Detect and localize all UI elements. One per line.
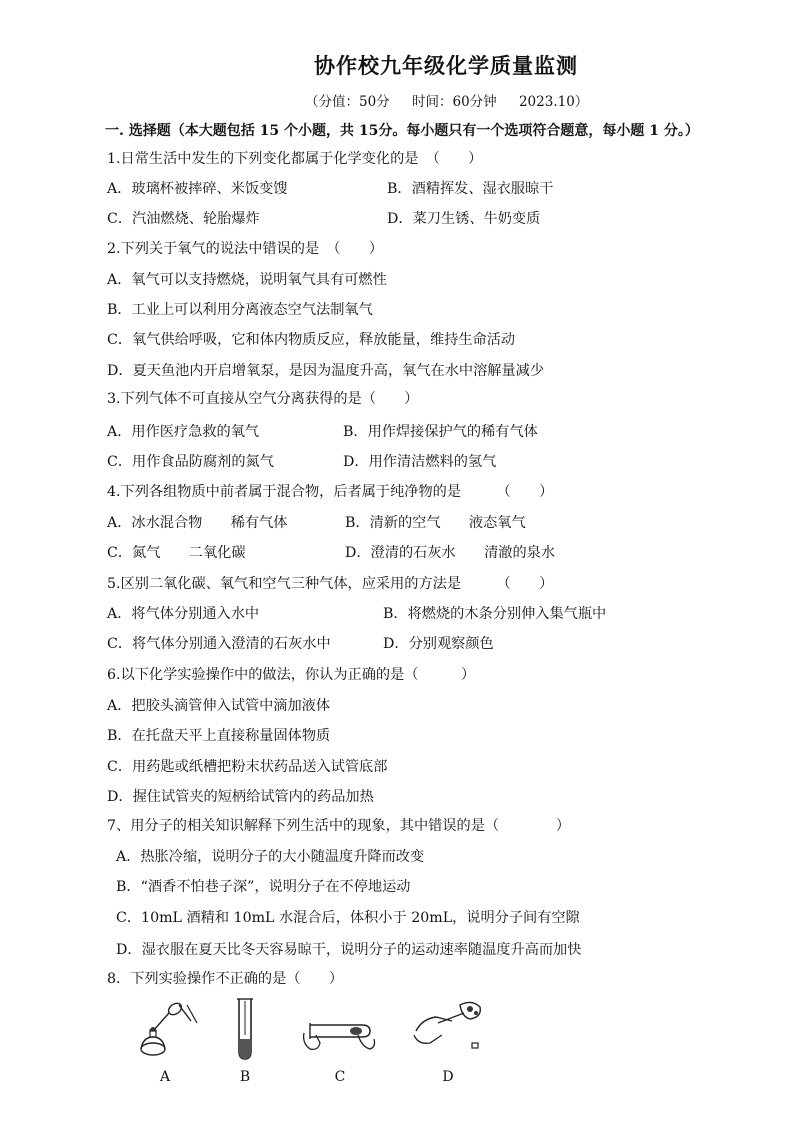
horizontal-tube-figure bbox=[300, 995, 380, 1065]
question-1-stem: 1.日常生活中发生的下列变化都属于化学变化的是 （ ） bbox=[107, 151, 483, 167]
figure-c bbox=[300, 995, 380, 1085]
question-5-option-b: B．将燃烧的木条分别伸入集气瓶中 bbox=[383, 606, 607, 622]
question-4-option-b: B．清新的空气 液态氧气 bbox=[345, 515, 526, 531]
alcohol-lamp-figure bbox=[125, 995, 205, 1065]
question-7-option-c: C．10mL 酒精和 10mL 水混合后，体积小于 20mL，说明分子间有空隙 bbox=[116, 910, 580, 926]
question-6-option-d: D．握住试管夹的短柄给试管内的药品加热 bbox=[107, 789, 374, 805]
question-5-option-d: D．分别观察颜色 bbox=[383, 636, 494, 652]
figure-b bbox=[205, 995, 285, 1085]
exam-score: （分值：50分 bbox=[305, 94, 390, 110]
question-1-option-c: C．汽油燃烧、轮胎爆炸 bbox=[107, 211, 260, 227]
question-1-option-a: A．玻璃杯被摔碎、米饭变馊 bbox=[107, 181, 288, 197]
question-7-option-d: D．湿衣服在夏天比冬天容易晾干，说明分子的运动速率随温度升高而加快 bbox=[116, 942, 582, 958]
question-7-option-a: A．热胀冷缩，说明分子的大小随温度升降而改变 bbox=[116, 849, 425, 865]
question-6-stem: 6.以下化学实验操作中的做法，你认为正确的是（ ） bbox=[107, 667, 476, 683]
test-tube-figure bbox=[205, 995, 285, 1065]
exam-date: 2023.10） bbox=[518, 94, 589, 110]
question-5-option-a: A．将气体分别通入水中 bbox=[107, 606, 260, 622]
question-2-option-a: A．氧气可以支持燃烧，说明氧气具有可燃性 bbox=[107, 272, 387, 288]
question-7-option-b: B．“酒香不怕巷子深”，说明分子在不停地运动 bbox=[116, 879, 411, 895]
question-4-option-c: C．氮气 二氧化碳 bbox=[107, 545, 246, 561]
question-6-option-c: C．用药匙或纸槽把粉末状药品送入试管底部 bbox=[107, 759, 388, 775]
exam-info bbox=[305, 90, 606, 110]
figure-b-label: B bbox=[239, 1069, 251, 1085]
exam-time: 时间：60分钟 bbox=[411, 94, 497, 110]
question-3-option-d: D．用作清洁燃料的氢气 bbox=[343, 454, 497, 470]
question-3-option-b: B．用作焊接保护气的稀有气体 bbox=[343, 424, 538, 440]
question-4-option-a: A．冰水混合物 稀有气体 bbox=[107, 515, 288, 531]
tweezers-figure bbox=[408, 995, 498, 1065]
question-6-option-a: A．把胶头滴管伸入试管中滴加液体 bbox=[107, 698, 331, 714]
question-1-option-b: B．酒精挥发、湿衣服晾干 bbox=[387, 181, 554, 197]
question-2-option-d: D．夏天鱼池内开启增氧泵，是因为温度升高，氧气在水中溶解量减少 bbox=[107, 363, 545, 379]
question-6-option-b: B．在托盘天平上直接称量固体物质 bbox=[107, 728, 331, 744]
figure-d bbox=[408, 995, 488, 1085]
question-8-stem: 8．下列实验操作不正确的是（ ） bbox=[107, 971, 344, 987]
figure-d-label: D bbox=[442, 1069, 454, 1085]
question-8-figures bbox=[125, 995, 505, 1085]
question-2-stem: 2.下列关于氧气的说法中错误的是 （ ） bbox=[107, 241, 384, 257]
question-5-stem: 5.区别二氧化碳、氧气和空气三种气体，应采用的方法是 （ ） bbox=[107, 576, 554, 592]
question-4-stem: 4.下列各组物质中前者属于混合物，后者属于纯净物的是 （ ） bbox=[107, 484, 554, 500]
exam-title: 协作校九年级化学质量监测 bbox=[314, 53, 578, 78]
question-4-option-d: D．澄清的石灰水 清澈的泉水 bbox=[345, 545, 556, 561]
question-3-stem: 3.下列气体不可直接从空气分离获得的是（ ） bbox=[107, 391, 419, 407]
question-3-option-a: A．用作医疗急救的氧气 bbox=[107, 424, 260, 440]
question-3-option-c: C．用作食品防腐剂的氮气 bbox=[107, 454, 274, 470]
question-5-option-c: C．将气体分别通入澄清的石灰水中 bbox=[107, 636, 331, 652]
question-7-stem: 7、用分子的相关知识解释下列生活中的现象，其中错误的是（ ） bbox=[107, 818, 571, 834]
figure-a bbox=[125, 995, 205, 1085]
section-heading: 一. 选择题（本大题包括 15 个小题，共 15分。每小题只有一个选项符合题意，每小题 1 分。） bbox=[105, 123, 699, 139]
question-1-option-d: D．菜刀生锈、牛奶变质 bbox=[387, 211, 541, 227]
question-2-option-c: C．氧气供给呼吸，它和体内物质反应，释放能量，维持生命活动 bbox=[107, 332, 516, 348]
figure-a-label: A bbox=[159, 1069, 171, 1085]
question-2-option-b: B．工业上可以利用分离液态空气法制氧气 bbox=[107, 302, 373, 318]
figure-c-label: C bbox=[334, 1069, 346, 1085]
